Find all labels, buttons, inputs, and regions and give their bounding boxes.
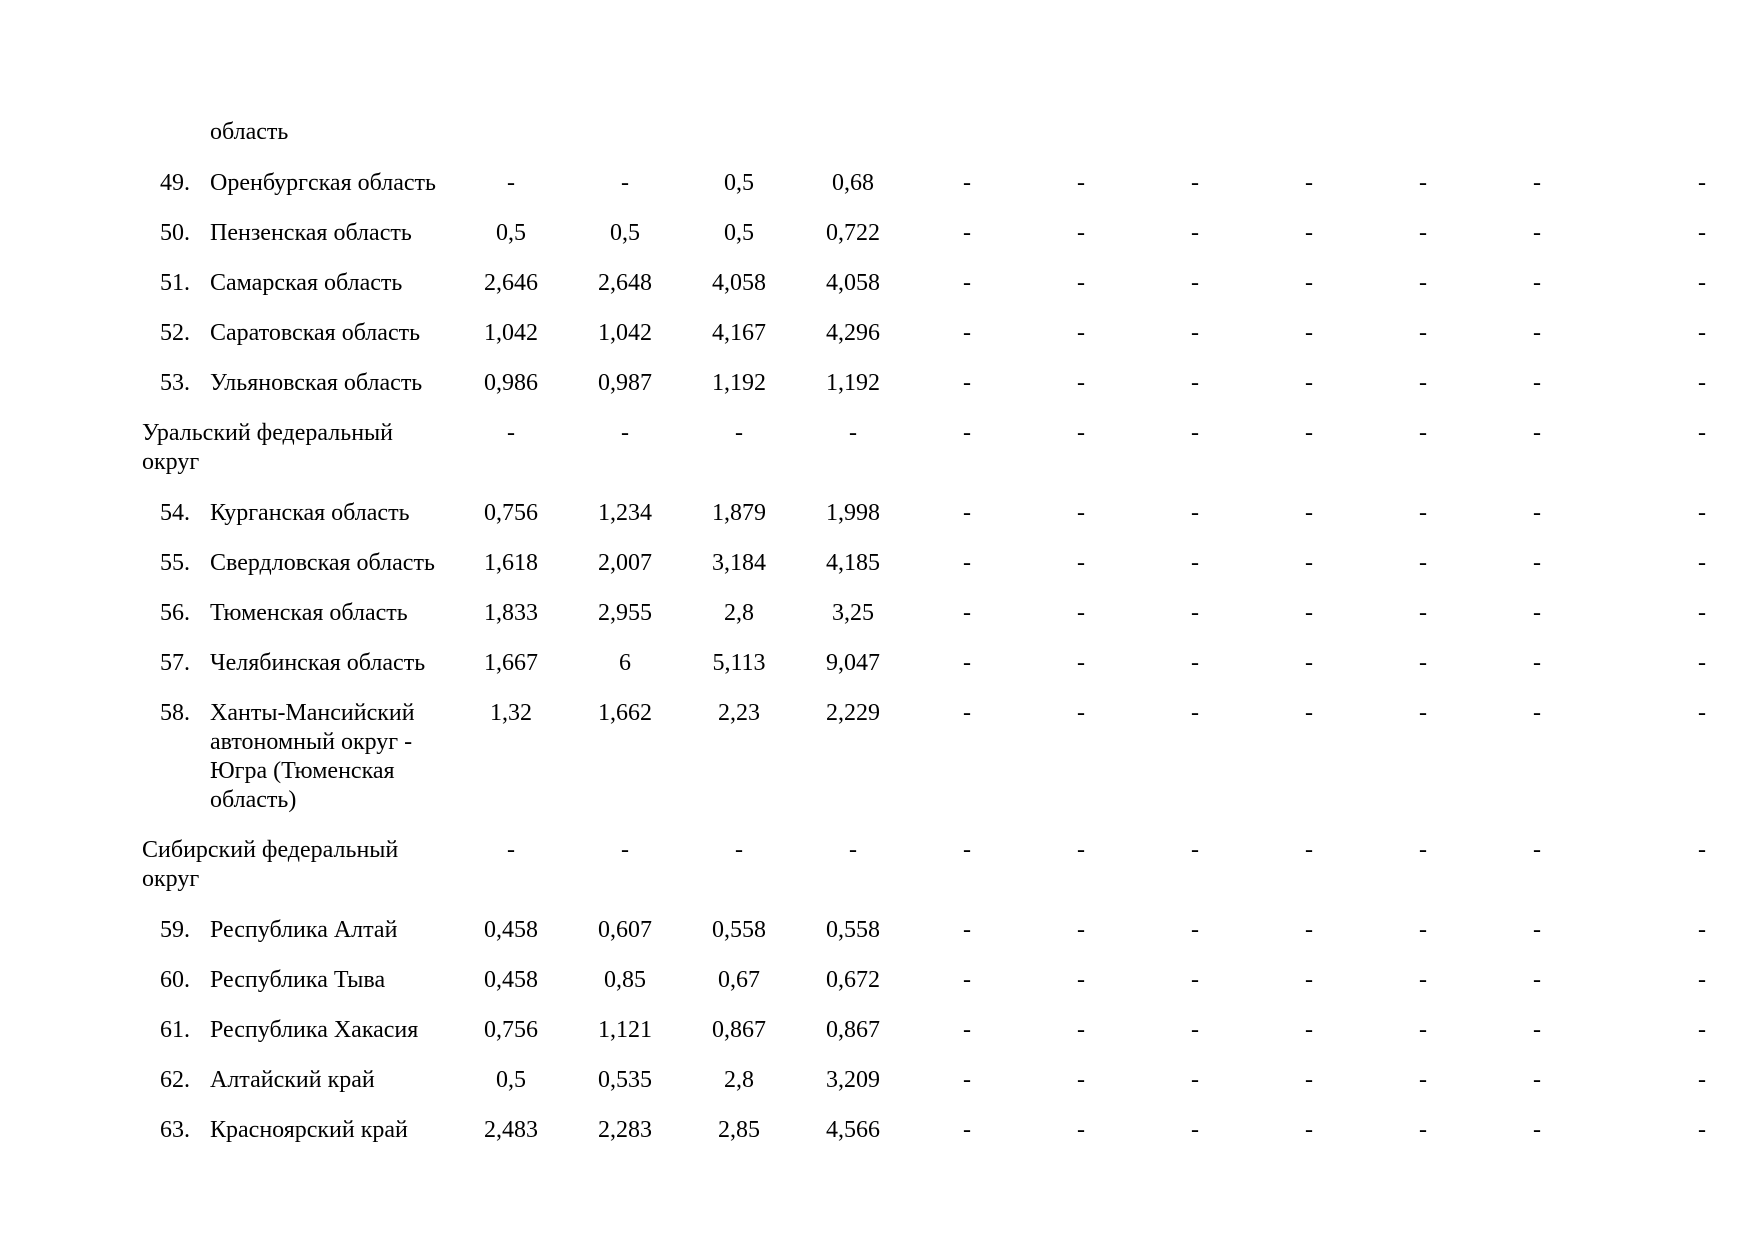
value-cell-3: 2,8 bbox=[724, 600, 754, 626]
value-cell-1: 2,646 bbox=[484, 270, 538, 296]
region-name: Республика Тыва bbox=[210, 967, 386, 993]
row-number: 55. bbox=[160, 550, 190, 576]
value-cell-3: 5,113 bbox=[712, 650, 766, 676]
empty-value-cell: - bbox=[1419, 500, 1427, 526]
value-cell-2: 2,283 bbox=[598, 1117, 652, 1143]
value-cell-4: 0,722 bbox=[826, 220, 880, 246]
empty-value-cell: - bbox=[1191, 220, 1199, 246]
empty-value-cell: - bbox=[1533, 500, 1541, 526]
district-row bbox=[148, 413, 1708, 493]
empty-value-cell: - bbox=[1191, 967, 1199, 993]
value-cell-3: - bbox=[735, 420, 743, 446]
row-number: 59. bbox=[160, 917, 190, 943]
empty-value-cell: - bbox=[1077, 370, 1085, 396]
value-cell-1: 0,5 bbox=[496, 1067, 526, 1093]
value-cell-3: 2,85 bbox=[718, 1117, 760, 1143]
empty-value-cell: - bbox=[1698, 700, 1706, 726]
empty-value-cell: - bbox=[1419, 600, 1427, 626]
value-cell-1: 0,756 bbox=[484, 1017, 538, 1043]
row-number: 51. bbox=[160, 270, 190, 296]
row-number: 49. bbox=[160, 170, 190, 196]
value-cell-1: 1,32 bbox=[490, 700, 532, 726]
empty-value-cell: - bbox=[1419, 550, 1427, 576]
table-row bbox=[148, 1110, 1708, 1160]
empty-value-cell: - bbox=[1077, 320, 1085, 346]
value-cell-1: 1,042 bbox=[484, 320, 538, 346]
region-name: Саратовская область bbox=[210, 320, 421, 346]
value-cell-2: 0,85 bbox=[604, 967, 646, 993]
empty-value-cell: - bbox=[1419, 220, 1427, 246]
region-name: Ульяновская область bbox=[210, 370, 423, 396]
empty-value-cell: - bbox=[1698, 917, 1706, 943]
value-cell-1: 1,667 bbox=[484, 650, 538, 676]
empty-value-cell: - bbox=[963, 700, 971, 726]
table-body bbox=[142, 118, 1708, 1160]
empty-value-cell: - bbox=[1698, 837, 1706, 863]
region-name: Республика Алтай bbox=[210, 917, 398, 943]
value-cell-4: 1,192 bbox=[826, 370, 880, 396]
value-cell-2: 1,662 bbox=[598, 700, 652, 726]
value-cell-3: 0,558 bbox=[712, 917, 766, 943]
empty-value-cell: - bbox=[1533, 270, 1541, 296]
empty-value-cell: - bbox=[1698, 270, 1706, 296]
value-cell-3: 4,058 bbox=[712, 270, 766, 296]
empty-value-cell: - bbox=[1533, 917, 1541, 943]
empty-value-cell: - bbox=[1077, 220, 1085, 246]
empty-value-cell: - bbox=[1077, 170, 1085, 196]
region-name: Челябинская область bbox=[210, 650, 426, 676]
row-number: 52. bbox=[160, 320, 190, 346]
empty-value-cell: - bbox=[1191, 170, 1199, 196]
table-row bbox=[148, 163, 1708, 213]
region-name: Пензенская область bbox=[210, 220, 412, 246]
empty-value-cell: - bbox=[963, 917, 971, 943]
value-cell-2: - bbox=[621, 837, 629, 863]
empty-value-cell: - bbox=[1077, 420, 1085, 446]
value-cell-2: - bbox=[621, 420, 629, 446]
empty-value-cell: - bbox=[1533, 220, 1541, 246]
empty-value-cell: - bbox=[1698, 420, 1706, 446]
row-number: 56. bbox=[160, 600, 190, 626]
empty-value-cell: - bbox=[963, 320, 971, 346]
empty-value-cell: - bbox=[1533, 370, 1541, 396]
value-cell-3: 4,167 bbox=[712, 320, 766, 346]
empty-value-cell: - bbox=[1077, 700, 1085, 726]
value-cell-1: 2,483 bbox=[484, 1117, 538, 1143]
region-name: Алтайский край bbox=[210, 1067, 375, 1093]
value-cell-3: 1,879 bbox=[712, 500, 766, 526]
value-cell-2: 1,042 bbox=[598, 320, 652, 346]
value-cell-3: 0,5 bbox=[724, 220, 754, 246]
empty-value-cell: - bbox=[1419, 837, 1427, 863]
region-name: область bbox=[210, 119, 289, 145]
empty-value-cell: - bbox=[1533, 420, 1541, 446]
table-row bbox=[148, 363, 1708, 413]
row-number bbox=[148, 118, 210, 163]
empty-value-cell: - bbox=[1305, 600, 1313, 626]
table-row bbox=[148, 693, 1708, 830]
empty-value-cell: - bbox=[1698, 170, 1706, 196]
table-row bbox=[148, 263, 1708, 313]
value-cell-1: - bbox=[507, 420, 515, 446]
empty-value-cell: - bbox=[963, 650, 971, 676]
value-cell-1: 1,833 bbox=[484, 600, 538, 626]
empty-value-cell: - bbox=[1191, 600, 1199, 626]
empty-value-cell: - bbox=[963, 500, 971, 526]
row-number: 62. bbox=[160, 1067, 190, 1093]
region-name: Курганская область bbox=[210, 500, 410, 526]
value-cell-3: - bbox=[735, 837, 743, 863]
value-cell-2: 0,5 bbox=[610, 220, 640, 246]
empty-value-cell: - bbox=[1305, 917, 1313, 943]
value-cell-1: 0,5 bbox=[496, 220, 526, 246]
empty-value-cell: - bbox=[1305, 500, 1313, 526]
empty-value-cell: - bbox=[1305, 967, 1313, 993]
table-row bbox=[148, 643, 1708, 693]
value-cell-4: 0,867 bbox=[826, 1017, 880, 1043]
empty-value-cell: - bbox=[1077, 837, 1085, 863]
empty-value-cell: - bbox=[1419, 370, 1427, 396]
empty-value-cell: - bbox=[1305, 270, 1313, 296]
row-number: 50. bbox=[160, 220, 190, 246]
value-cell-2: 2,648 bbox=[598, 270, 652, 296]
value-cell-4: 3,25 bbox=[832, 600, 874, 626]
empty-value-cell: - bbox=[1533, 650, 1541, 676]
table-row bbox=[148, 313, 1708, 363]
value-cell-4: 9,047 bbox=[826, 650, 880, 676]
empty-value-cell: - bbox=[1533, 550, 1541, 576]
empty-value-cell: - bbox=[1698, 320, 1706, 346]
empty-value-cell: - bbox=[1419, 917, 1427, 943]
row-number: 54. bbox=[160, 500, 190, 526]
empty-value-cell: - bbox=[963, 550, 971, 576]
district-name: Уральский федеральный округ bbox=[142, 420, 394, 475]
empty-value-cell: - bbox=[1305, 1117, 1313, 1143]
value-cell-1: - bbox=[507, 170, 515, 196]
empty-value-cell: - bbox=[1077, 1117, 1085, 1143]
region-name: Республика Хакасия bbox=[210, 1017, 419, 1043]
empty-value-cell: - bbox=[1191, 270, 1199, 296]
empty-value-cell: - bbox=[963, 1067, 971, 1093]
empty-value-cell: - bbox=[1698, 1117, 1706, 1143]
value-cell-4: 0,68 bbox=[832, 170, 874, 196]
empty-value-cell: - bbox=[1191, 1117, 1199, 1143]
empty-value-cell: - bbox=[1698, 967, 1706, 993]
table-row bbox=[148, 493, 1708, 543]
empty-value-cell: - bbox=[1698, 500, 1706, 526]
value-cell-2: 6 bbox=[619, 650, 631, 676]
value-cell-2: 2,955 bbox=[598, 600, 652, 626]
empty-value-cell: - bbox=[1191, 550, 1199, 576]
empty-value-cell: - bbox=[1419, 1017, 1427, 1043]
row-number: 53. bbox=[160, 370, 190, 396]
empty-value-cell: - bbox=[1191, 1017, 1199, 1043]
empty-value-cell: - bbox=[1305, 700, 1313, 726]
value-cell-4: - bbox=[849, 837, 857, 863]
empty-value-cell: - bbox=[1419, 270, 1427, 296]
empty-value-cell: - bbox=[963, 420, 971, 446]
region-name: Тюменская область bbox=[210, 600, 408, 626]
value-cell-4: 1,998 bbox=[826, 500, 880, 526]
empty-value-cell: - bbox=[1533, 170, 1541, 196]
empty-value-cell: - bbox=[1305, 220, 1313, 246]
region-name: Самарская область bbox=[210, 270, 403, 296]
value-cell-1: 1,618 bbox=[484, 550, 538, 576]
empty-value-cell: - bbox=[1191, 500, 1199, 526]
empty-value-cell: - bbox=[1698, 600, 1706, 626]
empty-value-cell: - bbox=[1305, 1067, 1313, 1093]
value-cell-4: 3,209 bbox=[826, 1067, 880, 1093]
region-name: Красноярский край bbox=[210, 1117, 408, 1143]
region-name: Оренбургская область bbox=[210, 170, 436, 196]
table-row bbox=[148, 593, 1708, 643]
table-row bbox=[148, 543, 1708, 593]
value-cell-4: 0,672 bbox=[826, 967, 880, 993]
empty-value-cell: - bbox=[1305, 837, 1313, 863]
empty-value-cell: - bbox=[1698, 1067, 1706, 1093]
empty-value-cell: - bbox=[1533, 320, 1541, 346]
empty-value-cell: - bbox=[1305, 550, 1313, 576]
empty-value-cell: - bbox=[963, 1117, 971, 1143]
empty-value-cell: - bbox=[1191, 420, 1199, 446]
row-number: 58. bbox=[160, 700, 190, 726]
empty-value-cell: - bbox=[1533, 1067, 1541, 1093]
empty-value-cell: - bbox=[1698, 650, 1706, 676]
empty-value-cell: - bbox=[1533, 700, 1541, 726]
empty-value-cell: - bbox=[1305, 650, 1313, 676]
empty-value-cell: - bbox=[1533, 1017, 1541, 1043]
value-cell-2: 1,121 bbox=[598, 1017, 652, 1043]
empty-value-cell: - bbox=[1077, 650, 1085, 676]
row-number: 61. bbox=[160, 1017, 190, 1043]
empty-value-cell: - bbox=[1533, 837, 1541, 863]
regions-table bbox=[142, 118, 1708, 1160]
empty-value-cell: - bbox=[963, 170, 971, 196]
empty-value-cell: - bbox=[1533, 1117, 1541, 1143]
empty-value-cell: - bbox=[1698, 550, 1706, 576]
empty-value-cell: - bbox=[963, 967, 971, 993]
empty-value-cell: - bbox=[1077, 270, 1085, 296]
empty-value-cell: - bbox=[1698, 1017, 1706, 1043]
empty-value-cell: - bbox=[1533, 967, 1541, 993]
value-cell-4: 2,229 bbox=[826, 700, 880, 726]
value-cell-4: 0,558 bbox=[826, 917, 880, 943]
empty-value-cell: - bbox=[963, 1017, 971, 1043]
value-cell-3: 1,192 bbox=[712, 370, 766, 396]
empty-value-cell: - bbox=[963, 600, 971, 626]
empty-value-cell: - bbox=[1077, 1017, 1085, 1043]
value-cell-2: - bbox=[621, 170, 629, 196]
empty-value-cell: - bbox=[1077, 967, 1085, 993]
empty-value-cell: - bbox=[1419, 320, 1427, 346]
empty-value-cell: - bbox=[1191, 650, 1199, 676]
value-cell-1: - bbox=[507, 837, 515, 863]
table-row bbox=[148, 1010, 1708, 1060]
region-name: Ханты-Мансийский автономный округ - Югра (Тюменская область) bbox=[210, 700, 415, 813]
value-cell-2: 0,607 bbox=[598, 917, 652, 943]
value-cell-1: 0,458 bbox=[484, 917, 538, 943]
row-number: 63. bbox=[160, 1117, 190, 1143]
empty-value-cell: - bbox=[1698, 220, 1706, 246]
empty-value-cell: - bbox=[1419, 420, 1427, 446]
empty-value-cell: - bbox=[1305, 370, 1313, 396]
region-name: Свердловская область bbox=[210, 550, 435, 576]
value-cell-4: 4,185 bbox=[826, 550, 880, 576]
empty-value-cell: - bbox=[1191, 1067, 1199, 1093]
value-cell-3: 0,67 bbox=[718, 967, 760, 993]
value-cell-3: 0,5 bbox=[724, 170, 754, 196]
value-cell-3: 2,8 bbox=[724, 1067, 754, 1093]
empty-value-cell: - bbox=[1191, 700, 1199, 726]
empty-value-cell: - bbox=[963, 270, 971, 296]
table-row bbox=[148, 1060, 1708, 1110]
value-cell-4: 4,296 bbox=[826, 320, 880, 346]
table-row bbox=[148, 960, 1708, 1010]
empty-value-cell: - bbox=[963, 370, 971, 396]
empty-value-cell: - bbox=[1419, 170, 1427, 196]
table-row bbox=[148, 910, 1708, 960]
empty-value-cell: - bbox=[1305, 170, 1313, 196]
empty-value-cell: - bbox=[1533, 600, 1541, 626]
value-cell-4: - bbox=[849, 420, 857, 446]
value-cell-2: 2,007 bbox=[598, 550, 652, 576]
value-cell-1: 0,986 bbox=[484, 370, 538, 396]
value-cell-1: 0,756 bbox=[484, 500, 538, 526]
empty-value-cell: - bbox=[1419, 1067, 1427, 1093]
empty-value-cell: - bbox=[1077, 500, 1085, 526]
value-cell-3: 2,23 bbox=[718, 700, 760, 726]
table-row bbox=[148, 213, 1708, 263]
value-cell-4: 4,058 bbox=[826, 270, 880, 296]
empty-value-cell: - bbox=[1419, 650, 1427, 676]
empty-value-cell: - bbox=[1077, 550, 1085, 576]
empty-value-cell: - bbox=[1698, 370, 1706, 396]
empty-value-cell: - bbox=[1419, 967, 1427, 993]
empty-value-cell: - bbox=[1419, 700, 1427, 726]
empty-value-cell: - bbox=[1305, 1017, 1313, 1043]
value-cell-2: 0,987 bbox=[598, 370, 652, 396]
empty-value-cell: - bbox=[1191, 370, 1199, 396]
value-cell-2: 0,535 bbox=[598, 1067, 652, 1093]
empty-value-cell: - bbox=[1191, 917, 1199, 943]
row-number: 57. bbox=[160, 650, 190, 676]
row-number: 60. bbox=[160, 967, 190, 993]
value-cell-2: 1,234 bbox=[598, 500, 652, 526]
empty-value-cell: - bbox=[963, 837, 971, 863]
empty-value-cell: - bbox=[1305, 320, 1313, 346]
empty-value-cell: - bbox=[1419, 1117, 1427, 1143]
empty-value-cell: - bbox=[1305, 420, 1313, 446]
empty-value-cell: - bbox=[1077, 1067, 1085, 1093]
table-row-continuation bbox=[148, 118, 1708, 163]
value-cell-1: 0,458 bbox=[484, 967, 538, 993]
district-row bbox=[148, 830, 1708, 910]
value-cell-3: 0,867 bbox=[712, 1017, 766, 1043]
district-name: Сибирский федеральный округ bbox=[142, 837, 399, 892]
empty-value-cell: - bbox=[1191, 320, 1199, 346]
empty-value-cell: - bbox=[1077, 917, 1085, 943]
empty-value-cell: - bbox=[963, 220, 971, 246]
empty-value-cell: - bbox=[1077, 600, 1085, 626]
empty-value-cell: - bbox=[1191, 837, 1199, 863]
value-cell-4: 4,566 bbox=[826, 1117, 880, 1143]
value-cell-3: 3,184 bbox=[712, 550, 766, 576]
